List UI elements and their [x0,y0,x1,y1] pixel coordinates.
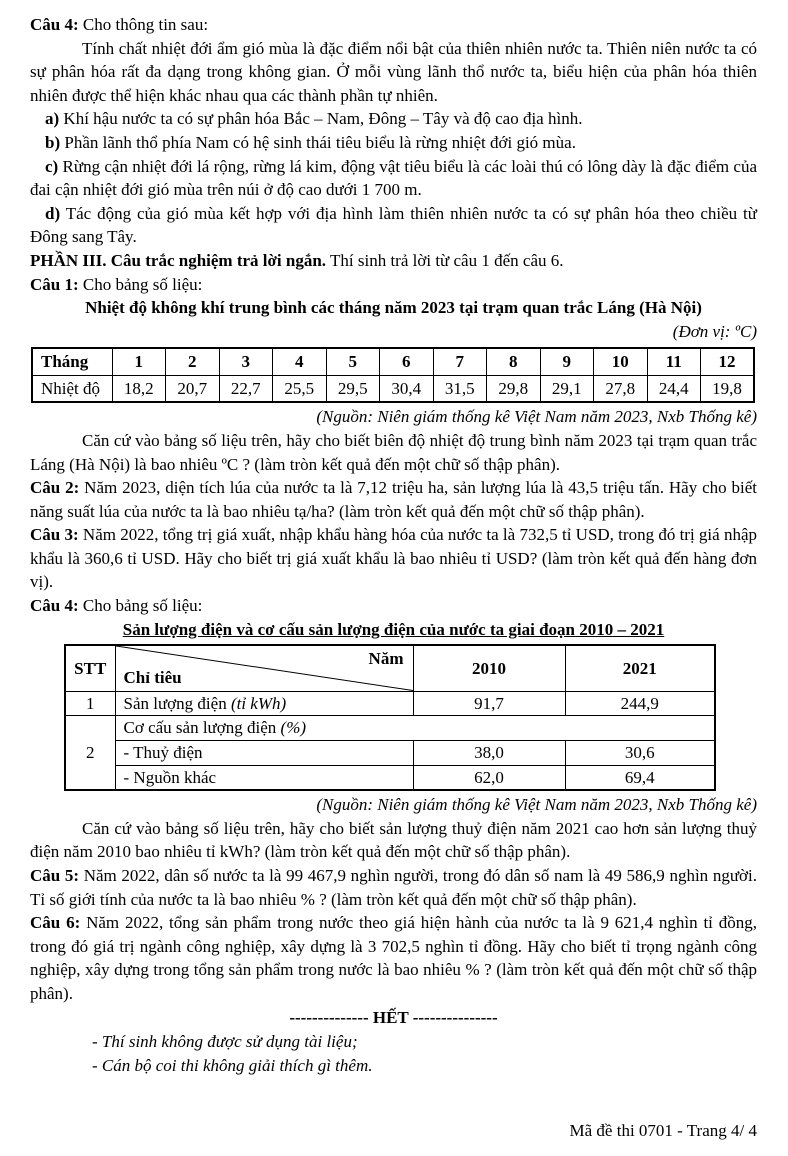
option-d-label: d) [45,203,61,223]
month-9: 9 [540,348,594,375]
option-c-label: c) [45,156,59,176]
structure-group-label-cell [115,716,715,741]
other-sources-row [65,765,715,790]
cau4-info-paragraph: Tính chất nhiệt đới ẩm gió mùa là đặc điểm nổi bật của thiên nhiên nước ta. Thiên niên nước ta có sự phân hóa rất đa dạng trong không gian. Ở mỗi vùng lãnh thổ nước ta, biểu hiện của phân hóa thiên nhiên được thể hiện khác nhau qua các thành phần tự nhiên. [30,38,757,105]
month-8: 8 [487,348,541,375]
temp-12: 19,8 [701,375,755,402]
electricity-table-header-row [65,645,715,691]
temp-8: 29,8 [487,375,541,402]
row1-label: Sản lượng điện [123,693,231,713]
structure-group-label: Cơ cấu sản lượng điện [123,718,281,738]
month-7: 7 [433,348,487,375]
cau4-table-label: Câu 4: [30,596,79,616]
hydro-label: - Thuỷ điện [115,740,413,765]
diagonal-year-label: Năm [368,649,404,669]
cau5-label: Câu 5: [30,865,80,885]
other-label: - Nguồn khác [115,765,413,790]
row1-stt: 1 [65,691,115,716]
row1-value-2010: 91,7 [413,691,565,716]
het-divider: -------------- HẾT --------------- [289,1008,498,1028]
temp-4: 25,5 [273,375,327,402]
cau6-text: Năm 2022, tổng sản phẩm trong nước theo giá hiện hành của nước ta là 9 621,4 nghìn tỉ đồng, trong đó giá trị ngành công nghiệp, xây dựng là 3 702,5 nghìn tỉ đồng. Hãy cho biết tỉ trọng ngành công nghiệp, xây dựng trong tổng sản phẩm trong nước là bao nhiêu % ? (làm tròn kết quả đến một chữ số thập phân). [30,913,757,1003]
month-1: 1 [112,348,166,375]
row1-unit: (tỉ kWh) [230,693,287,713]
cau4-table-title: Sản lượng điện và cơ cấu sản lượng điện của nước ta giai đoạn 2010 – 2021 [122,619,665,639]
diagonal-criteria-label: Chỉ tiêu [123,668,182,688]
temp-3: 22,7 [219,375,273,402]
cau1-heading [30,273,757,297]
cau2-label: Câu 2: [30,478,80,498]
page-footer: Mã đề thi 0701 - Trang 4/ 4 [569,1121,757,1141]
other-value-2021: 69,4 [565,765,715,790]
cau3-text: Năm 2022, tổng trị giá xuất, nhập khẩu hàng hóa của nước ta là 732,5 tỉ USD, trong đó trị giá nhập khẩu là 360,6 tỉ USD. Hãy cho biết trị giá xuất khẩu là bao nhiêu tỉ USD? (làm tròn kết quả đến hàng đơn vị). [30,525,758,592]
cau1-label: Câu 1: [30,274,79,294]
cau3-paragraph [30,523,757,594]
stt-header-cell: STT [65,645,115,691]
cau4-info-heading [30,13,757,37]
cau1-table-title: Nhiệt độ không khí trung bình các tháng năm 2023 tại trạm quan trắc Láng (Hà Nội) [85,298,702,318]
cau6-paragraph [30,911,757,1005]
part3-header [30,249,757,273]
temp-9: 29,1 [540,375,594,402]
month-3: 3 [219,348,273,375]
temperature-row-label: Nhiệt độ [32,375,112,402]
hydro-value-2021: 30,6 [565,740,715,765]
temp-2: 20,7 [166,375,220,402]
cau1-lead: Cho bảng số liệu: [82,274,203,294]
option-a-label: a) [45,109,60,129]
cau1-unit-note: (Đơn vị: ºC) [672,321,757,341]
cau4-option-d [30,202,757,249]
option-c-text: Rừng cận nhiệt đới lá rộng, rừng lá kim, động vật tiêu biểu là các loài thú có lông dày là đặc điểm của đai cận nhiệt đới gió mùa trên núi ở độ cao dưới 1 700 m. [30,156,757,200]
note-1: - Thí sinh không được sử dụng tài liệu; [92,1032,358,1052]
structure-group-row [65,716,715,741]
month-4: 4 [273,348,327,375]
option-d-text: Tác động của gió mùa kết hợp với địa hình làm thiên nhiên nước ta có sự phân hóa theo chiều từ Đông sang Tây. [30,203,757,247]
cau4-option-a [30,107,757,131]
temp-6: 30,4 [380,375,434,402]
part3-header-bold: PHẦN III. Câu trắc nghiệm trả lời ngắn. [30,250,327,270]
cau1-source: (Nguồn: Niên giám thống kê Việt Nam năm 2023, Nxb Thống kê) [316,407,757,427]
cau4-option-b [30,131,757,155]
part3-header-text: Thí sinh trả lời từ câu 1 đến câu 6. [330,250,564,270]
cau3-label: Câu 3: [30,525,79,545]
cau4-info-lead: Cho thông tin sau: [82,15,209,34]
option-b-text: Phần lãnh thổ phía Nam có hệ sinh thái tiêu biểu là rừng nhiệt đới gió mùa. [64,132,576,152]
temperature-table [31,347,755,403]
month-10: 10 [594,348,648,375]
hydro-power-row [65,740,715,765]
electricity-output-row [65,691,715,716]
month-6: 6 [380,348,434,375]
year-2010-header: 2010 [413,645,565,691]
temp-11: 24,4 [647,375,701,402]
year-2021-header: 2021 [565,645,715,691]
temp-7: 31,5 [433,375,487,402]
temperature-table-header-row [32,348,754,375]
temp-5: 29,5 [326,375,380,402]
month-12: 12 [701,348,755,375]
row2-stt: 2 [65,716,115,790]
note-2: - Cán bộ coi thi không giải thích gì thêm. [92,1055,373,1075]
structure-group-unit: (%) [280,718,307,738]
cau4-info-label: Câu 4: [30,15,79,34]
cau4-table-heading [30,594,757,618]
cau5-text: Năm 2022, dân số nước ta là 99 467,9 nghìn người, trong đó dân số nam là 49 586,9 nghìn người. Tỉ số giới tính của nước ta là bao nhiêu % ? (làm tròn kết quả đến một chữ số thập phân). [30,865,758,909]
cau2-text: Năm 2023, diện tích lúa của nước ta là 7,12 triệu ha, sản lượng lúa là 43,5 triệu tấn. Hãy cho biết năng suất lúa của nước ta là bao nhiêu tạ/ha? (làm tròn kết quả đến một chữ số thập phân). [30,478,757,521]
temp-10: 27,8 [594,375,648,402]
cau6-label: Câu 6: [30,913,81,933]
month-corner-cell: Tháng [32,348,112,375]
electricity-table [64,644,716,791]
diagonal-header-cell [115,645,413,691]
cau5-paragraph [30,864,757,911]
row1-label-cell [115,691,413,716]
hydro-value-2010: 38,0 [413,740,565,765]
cau4-question: Căn cứ vào bảng số liệu trên, hãy cho biết sản lượng thuỷ điện năm 2021 cao hơn sản lượng thuỷ điện năm 2010 bao nhiêu tỉ kWh? (làm tròn kết quả đến một chữ số thập phân). [30,818,757,862]
row1-value-2021: 244,9 [565,691,715,716]
other-value-2010: 62,0 [413,765,565,790]
month-11: 11 [647,348,701,375]
cau2-paragraph [30,476,757,523]
temperature-table-data-row [32,375,754,402]
cau4-table-lead: Cho bảng số liệu: [82,596,203,616]
option-b-label: b) [45,132,61,152]
cau1-question: Căn cứ vào bảng số liệu trên, hãy cho biết biên độ nhiệt độ trung bình năm 2023 tại trạm quan trắc Láng (Hà Nội) là bao nhiêu ºC ? (làm tròn kết quả đến một chữ số thập phân). [30,430,757,474]
month-2: 2 [166,348,220,375]
cau4-source: (Nguồn: Niên giám thống kê Việt Nam năm 2023, Nxb Thống kê) [316,795,757,815]
month-5: 5 [326,348,380,375]
option-a-text: Khí hậu nước ta có sự phân hóa Bắc – Nam, Đông – Tây và độ cao địa hình. [63,109,583,129]
cau4-option-c [30,155,757,202]
temp-1: 18,2 [112,375,166,402]
